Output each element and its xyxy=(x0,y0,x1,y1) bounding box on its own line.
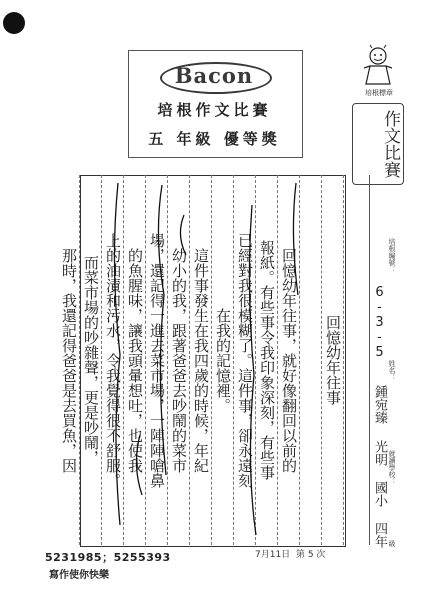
bacon-logo: Bacon xyxy=(174,63,254,88)
school-label: 就讀學校： xyxy=(388,450,396,485)
grid-column-text: 幼小的我，跟著爸爸去吵鬧的菜市 xyxy=(170,247,188,473)
mascot-icon xyxy=(358,44,398,86)
teacher-ink-marks xyxy=(80,175,344,545)
name-label: 姓名： xyxy=(388,360,396,381)
grid-column-text: 報紙。有些事令我印象深刻，有些事 xyxy=(258,240,276,480)
page-suffix: 次 xyxy=(316,550,326,560)
school-value: 光明 國小 四年 xyxy=(372,440,387,548)
page-number: 5 xyxy=(307,550,314,560)
grid-column-text: 場，還記得一進去菜市場，一陣陣嗆鼻 xyxy=(148,232,166,488)
footer-date: 7月11日 xyxy=(255,550,291,560)
class-suffix: 級 xyxy=(388,540,396,547)
grid-column-text: 的魚腥味，讓我頭暈想吐，也使我 xyxy=(126,247,144,473)
grid-column-text: 這件事發生在我四歲的時候，年紀 xyxy=(192,247,210,473)
mascot-label: 培根標章 xyxy=(365,89,393,97)
footer-slogan: 寫作使你快樂 xyxy=(49,570,109,581)
grid-column-text: 那時，我還記得爸爸是去買魚，因 xyxy=(60,247,78,473)
footer-phone: 5231985；5255393 xyxy=(45,551,171,564)
number-value: 6-3-5 xyxy=(372,285,387,360)
award-line: 五 年級 優等獎 xyxy=(148,130,281,148)
grid-column-text: 已經對我很模糊了。這件事，卻永遠刻 xyxy=(236,232,254,488)
corner-dot-mark xyxy=(3,12,25,34)
number-label: 培根編號： xyxy=(388,238,396,273)
grid-column-text: 而菜市場的吵雜聲，更是吵鬧， xyxy=(82,255,100,465)
grid-column-text: 回憶幼年往事，就好像翻回以前的 xyxy=(280,247,298,473)
grid-column-text: 在我的記憶裡。 xyxy=(214,307,232,413)
page-prefix: 第 xyxy=(295,550,305,560)
grid-column-text: 上的油漬和污水，令我覺得很不舒服。 xyxy=(104,232,122,488)
side-divider xyxy=(369,175,370,545)
footer-page-info xyxy=(255,547,325,560)
grid-column-text: 回憶幼年往事 xyxy=(324,315,342,405)
name-value: 鍾宛臻 xyxy=(372,385,387,424)
contest-title: 培根作文比賽 xyxy=(157,101,272,119)
badge-text: 作文比賽 xyxy=(380,110,400,178)
